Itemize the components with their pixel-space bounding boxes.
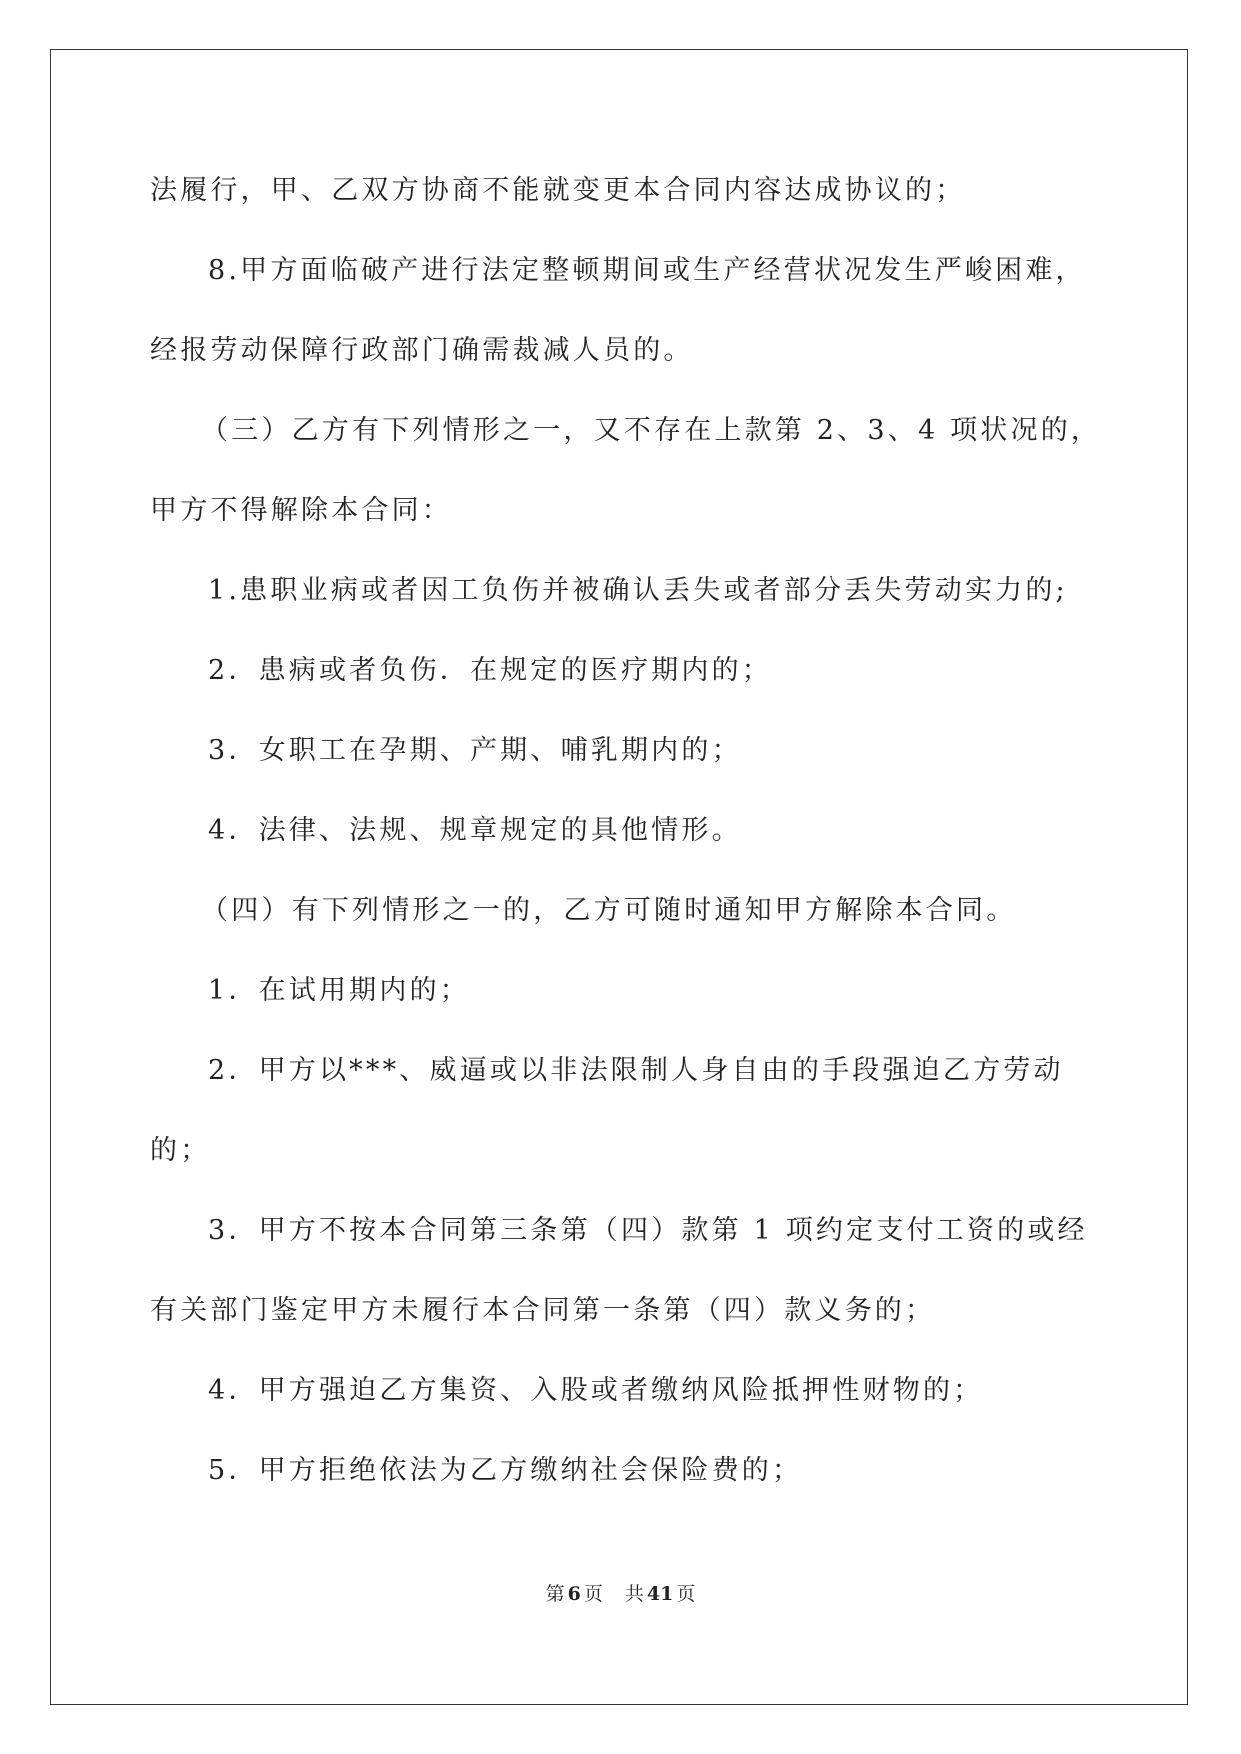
total-page-number: 41 bbox=[646, 1583, 674, 1605]
paragraph-line: 经报劳动保障行政部门确需裁减人员的。 bbox=[150, 335, 694, 366]
page-prefix: 第 bbox=[545, 1583, 565, 1605]
paragraph-line: 1.患职业病或者因工负伤并被确认丢失或者部分丢失劳动实力的; bbox=[208, 575, 1068, 606]
paragraph-line: （四）有下列情形之一的，乙方可随时通知甲方解除本合同。 bbox=[201, 895, 1017, 926]
total-prefix: 共 bbox=[624, 1583, 644, 1605]
total-unit: 页 bbox=[676, 1583, 696, 1605]
paragraph-line: 2．甲方以***、威逼或以非法限制人身自由的手段强迫乙方劳动 bbox=[208, 1055, 1064, 1086]
paragraph-line: 3．女职工在孕期、产期、哺乳期内的； bbox=[208, 735, 742, 766]
paragraph-line: 3．甲方不按本合同第三条第（四）款第 1 项约定支付工资的或经 bbox=[208, 1215, 1088, 1246]
paragraph-line: 法履行，甲、乙双方协商不能就变更本合同内容达成协议的； bbox=[150, 175, 966, 206]
current-page-number: 6 bbox=[567, 1583, 581, 1605]
paragraph-line: 的； bbox=[150, 1135, 211, 1166]
paragraph-line: 4．法律、法规、规章规定的具他情形。 bbox=[208, 815, 742, 846]
paragraph-line: 8.甲方面临破产进行法定整顿期间或生产经营状况发生严峻困难， bbox=[208, 255, 1086, 286]
paragraph-line: 5．甲方拒绝依法为乙方缴纳社会保险费的； bbox=[208, 1455, 803, 1486]
paragraph-line: （三）乙方有下列情形之一，又不存在上款第 2、3、4 项状况的， bbox=[201, 415, 1102, 446]
paragraph-line: 2．患病或者负伤．在规定的医疗期内的； bbox=[208, 655, 772, 686]
paragraph-line: 有关部门鉴定甲方未履行本合同第一条第（四）款义务的； bbox=[150, 1295, 936, 1326]
paragraph-line: 1．在试用期内的； bbox=[208, 975, 470, 1006]
paragraph-line: 甲方不得解除本合同： bbox=[150, 495, 452, 526]
paragraph-line: 4．甲方强迫乙方集资、入股或者缴纳风险抵押性财物的； bbox=[208, 1375, 984, 1406]
page-unit: 页 bbox=[583, 1583, 603, 1605]
page-footer bbox=[0, 1582, 1241, 1606]
